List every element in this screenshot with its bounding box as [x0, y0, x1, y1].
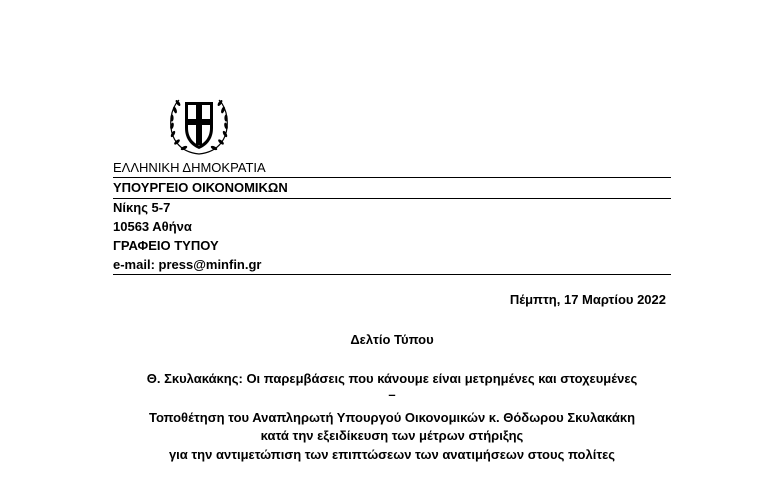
header-divider-bottom	[113, 198, 671, 199]
headline-line-1: Θ. Σκυλακάκης: Οι παρεμβάσεις που κάνουμε είναι μετρημένες και στοχευμένες	[146, 371, 638, 386]
headline-line-3: κατά την εξειδίκευση των μέτρων στήριξης	[260, 428, 524, 443]
address-street: Νίκης 5-7	[113, 200, 171, 215]
document-type-title: Δελτίο Τύπου	[350, 332, 434, 347]
greek-coat-of-arms-icon	[165, 94, 233, 158]
header-divider-top	[113, 177, 671, 178]
release-date: Πέμπτη, 17 Μαρτίου 2022	[509, 292, 666, 307]
press-office-label: ΓΡΑΦΕΙΟ ΤΥΠΟΥ	[113, 238, 219, 253]
republic-label: ΕΛΛΗΝΙΚΗ ΔΗΜΟΚΡΑΤΙΑ	[113, 160, 266, 175]
ministry-label: ΥΠΟΥΡΓΕΙΟ ΟΙΚΟΝΟΜΙΚΩΝ	[113, 180, 288, 195]
headline-dash: –	[388, 387, 396, 402]
press-email: e-mail: press@minfin.gr	[113, 257, 262, 272]
headline-line-2: Τοποθέτηση του Αναπληρωτή Υπουργού Οικονομικών κ. Θόδωρου Σκυλακάκη	[148, 410, 636, 425]
address-city: 10563 Αθήνα	[113, 219, 192, 234]
header-divider-contact	[113, 274, 671, 275]
headline-line-4: για την αντιμετώπιση των επιπτώσεων των ανατιμήσεων στους πολίτες	[168, 447, 616, 462]
